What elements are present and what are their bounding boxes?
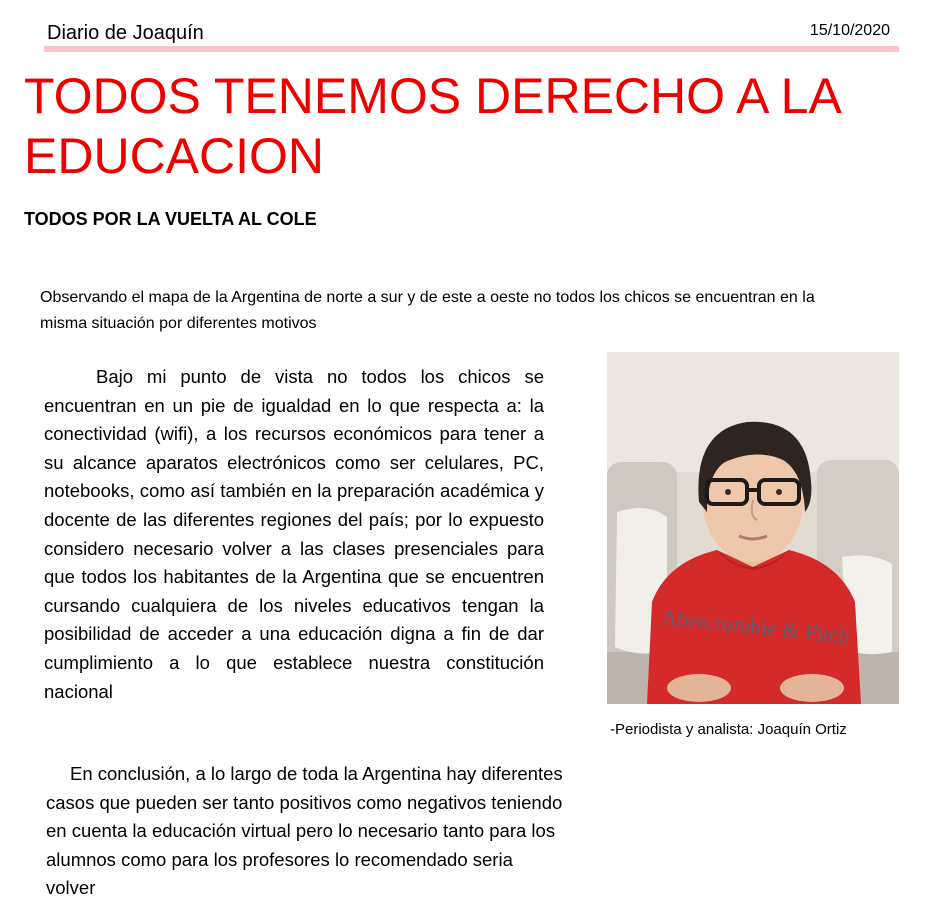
lede-paragraph: Observando el mapa de la Argentina de norte a sur y de este a oeste no todos los chicos se encuentran en la misma situación por diferentes motivos <box>40 289 815 332</box>
photo-caption: -Periodista y analista: Joaquín Ortiz <box>610 721 847 738</box>
publication-date: 15/10/2020 <box>809 22 890 39</box>
headline: TODOS TENEMOS DERECHO A LA EDUCACION <box>24 68 840 184</box>
shirt-print-text: Abercrombie & Fitch <box>660 604 852 649</box>
body-paragraph-2: En conclusión, a lo largo de toda la Argentina hay diferentes casos que pueden ser tanto positivos como negativos teniendo en cuenta la educación virtual pero lo necesario tanto para los alumnos como para los profesores lo recomendado seria volver <box>46 763 563 898</box>
subheadline: TODOS POR LA VUELTA AL COLE <box>24 209 317 229</box>
body-paragraph-1: Bajo mi punto de vista no todos los chicos se encuentran en un pie de igualdad en lo que respecta a: la conectividad (wifi), a los recursos económicos para tener a su alcance aparatos electrónicos como ser celulares, PC, notebooks, como así también en la preparación académica y docente de las diferentes regiones del país; por lo expuesto considero necesario volver a las clases presenciales para que todos los habitantes de la Argentina que se encuentren cursando cualquiera de los niveles educativos tengan la posibilidad de acceder a una educación digna a fin de dar cumplimiento a lo que establece nuestra constitución nacional <box>44 366 544 702</box>
author-photo <box>607 352 899 704</box>
header-rule <box>44 46 899 52</box>
masthead: Diario de Joaquín <box>47 22 204 44</box>
